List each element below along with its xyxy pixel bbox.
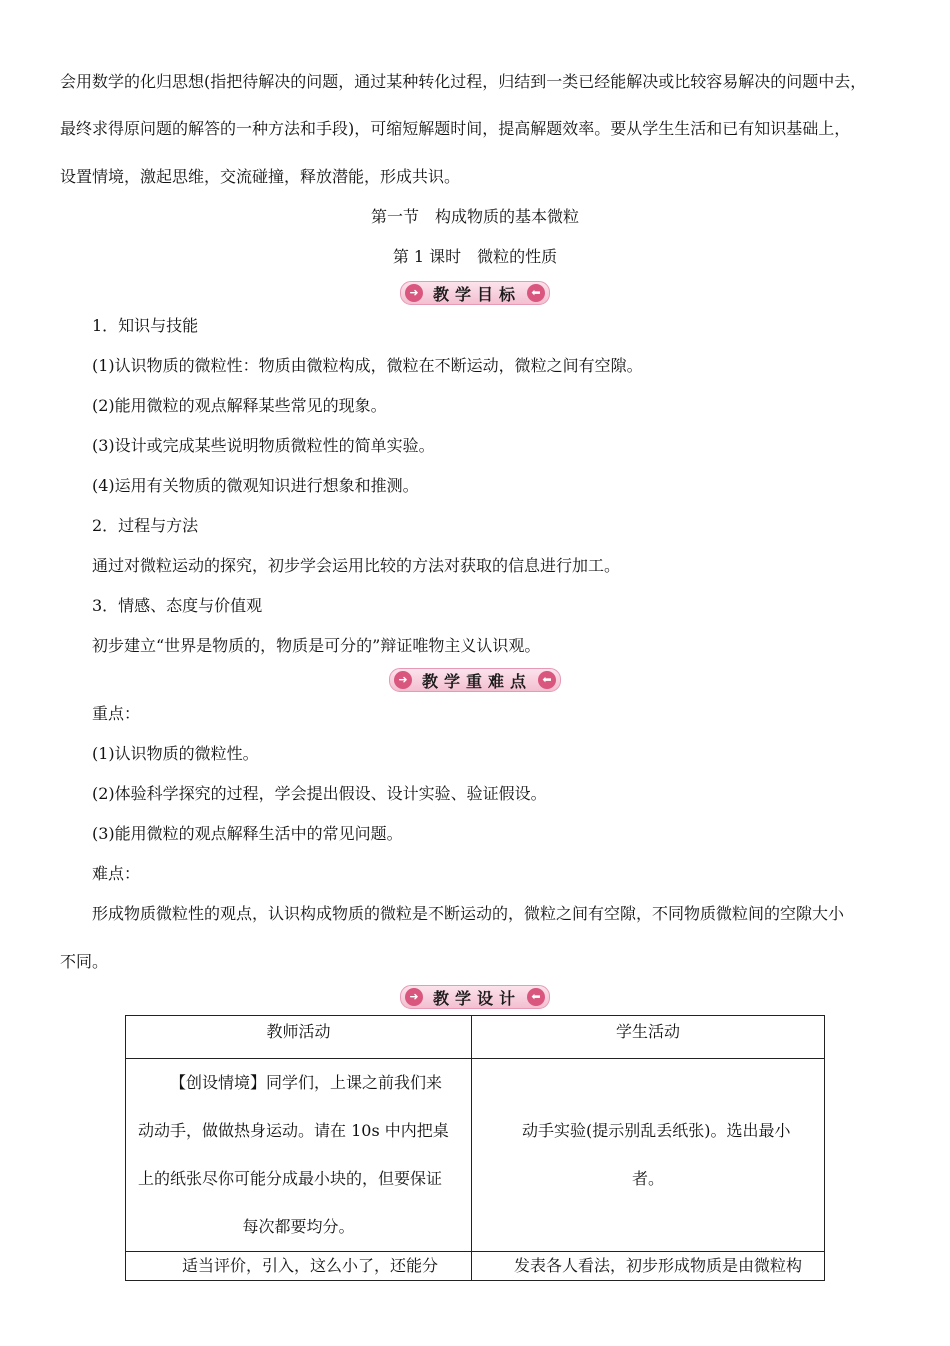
- table-row: [126, 1059, 825, 1252]
- cell-line: 发表各人看法，初步形成物质是由微粒构: [514, 1256, 803, 1275]
- student-cell: [472, 1059, 825, 1252]
- key-points-label: 重点：: [92, 704, 141, 723]
- key-point-item: (2)体验科学探究的过程，学会提出假设、设计实验、验证假设。: [92, 784, 547, 803]
- difficulty-label: 难点：: [92, 864, 141, 883]
- goal-item: 通过对微粒运动的探究，初步学会运用比较的方法对获取的信息进行加工。: [92, 556, 621, 575]
- cell-line: 动动手，做做热身运动。请在 10s 中内把桌: [138, 1121, 449, 1140]
- banner-teaching-goals: [0, 280, 950, 306]
- student-cell: [472, 1252, 825, 1281]
- key-point-item: (1)认识物质的微粒性。: [92, 744, 259, 763]
- difficulty-line-1: 形成物质微粒性的观点，认识构成物质的微粒是不断运动的，微粒之间有空隙，不同物质微粒间的空隙大小: [92, 904, 845, 923]
- difficulty-line-2: 不同。: [60, 952, 109, 971]
- section-title: 第一节 构成物质的基本微粒: [370, 207, 579, 226]
- banner-label: 教学设计: [432, 988, 521, 1008]
- intro-line-2: 最终求得原问题的解答的一种方法和手段)，可缩短解题时间，提高解题效率。要从学生生活和已有知识基础上，: [60, 119, 851, 138]
- arrow-left-icon: ⬅: [527, 284, 545, 302]
- arrow-right-icon: ➜: [394, 671, 412, 689]
- goal-item: (3)设计或完成某些说明物质微粒性的简单实验。: [92, 436, 435, 455]
- cell-line: 上的纸张尽你可能分成最小块的，但要保证: [138, 1169, 443, 1188]
- lesson-title: 第 1 课时 微粒的性质: [392, 247, 558, 266]
- key-point-item: (3)能用微粒的观点解释生活中的常见问题。: [92, 824, 403, 843]
- table-header-row: [126, 1016, 825, 1059]
- intro-line-3: 设置情境，激起思维，交流碰撞，释放潜能，形成共识。: [60, 167, 461, 186]
- goal-item: (1)认识物质的微粒性：物质由微粒构成，微粒在不断运动，微粒之间有空隙。: [92, 356, 643, 375]
- goal-item: (2)能用微粒的观点解释某些常见的现象。: [92, 396, 387, 415]
- banner-label: 教学重难点: [421, 671, 532, 691]
- arrow-right-icon: ➜: [405, 284, 423, 302]
- goal-heading-process: 2．过程与方法: [92, 516, 199, 535]
- cell-line: 者。: [631, 1169, 664, 1188]
- header-teacher-activity: 教师活动: [126, 1016, 472, 1059]
- header-student-activity: 学生活动: [472, 1016, 825, 1059]
- arrow-right-icon: ➜: [405, 988, 423, 1006]
- banner-key-points: [0, 667, 950, 693]
- cell-line: 【创设情境】同学们，上课之前我们来: [170, 1073, 443, 1092]
- intro-line-1: 会用数学的化归思想(指把待解决的问题，通过某种转化过程，归结到一类已经能解决或比较容易解决的问题中去，: [60, 72, 867, 91]
- table-row: [126, 1252, 825, 1281]
- goal-heading-knowledge: 1．知识与技能: [92, 316, 199, 335]
- teacher-cell: [126, 1252, 472, 1281]
- teaching-design-table: [125, 1015, 825, 1281]
- teacher-cell: [126, 1059, 472, 1252]
- banner-teaching-design: [0, 984, 950, 1010]
- cell-line: 动手实验(提示别乱丢纸张)。选出最小: [522, 1121, 791, 1140]
- goal-item: (4)运用有关物质的微观知识进行想象和推测。: [92, 476, 419, 495]
- arrow-left-icon: ⬅: [538, 671, 556, 689]
- arrow-left-icon: ⬅: [527, 988, 545, 1006]
- cell-line: 每次都要均分。: [242, 1217, 355, 1236]
- banner-label: 教学目标: [432, 284, 521, 304]
- goal-heading-values: 3．情感、态度与价值观: [92, 596, 263, 615]
- goal-item: 初步建立“世界是物质的，物质是可分的”辩证唯物主义认识观。: [92, 636, 541, 655]
- cell-line: 适当评价，引入，这么小了，还能分: [182, 1256, 439, 1275]
